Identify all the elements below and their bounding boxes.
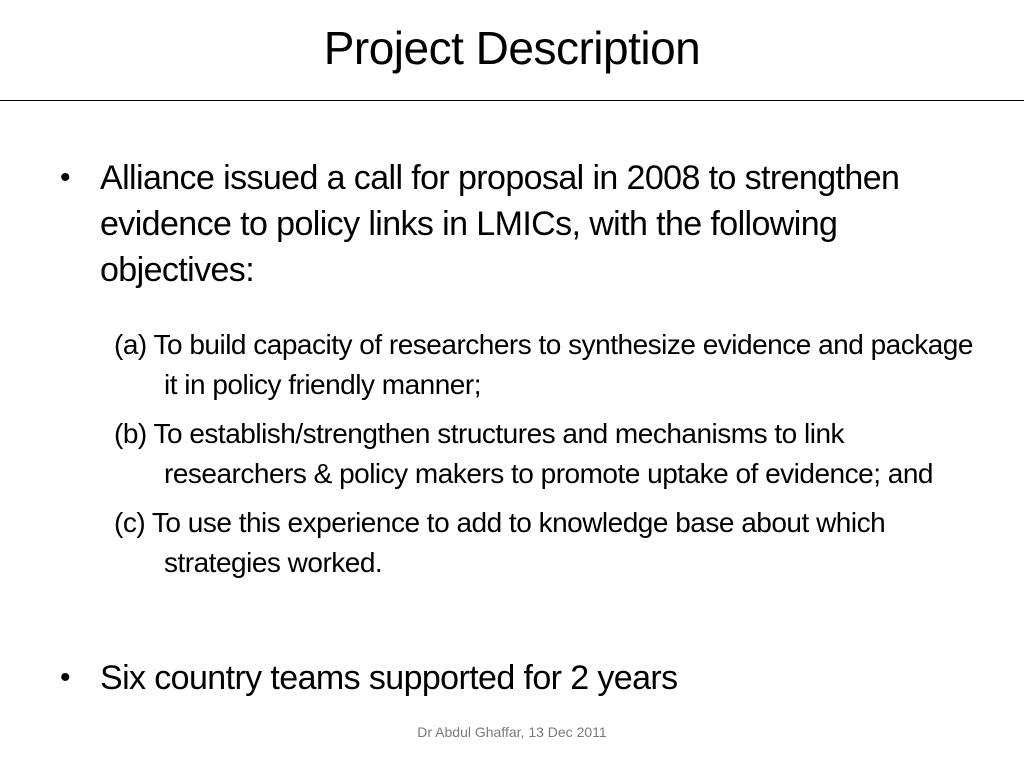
objectives-list	[114, 325, 974, 592]
title-divider	[0, 100, 1024, 101]
slide-title: Project Description	[323, 22, 701, 74]
bullet-marker: •	[60, 661, 70, 694]
objective-b: (b) To establish/strengthen structures and mechanisms to link researchers & policy makers to promote uptake of evidence; and	[114, 418, 933, 489]
objective-a: (a) To build capacity of researchers to synthesize evidence and package it in policy friendly manner;	[114, 329, 973, 400]
bullet-call-for-proposal	[60, 155, 960, 293]
bullet-text: Six country teams supported for 2 years	[100, 659, 678, 697]
slide-footer: Dr Abdul Ghaffar, 13 Dec 2011	[417, 724, 607, 740]
objective-c: (c) To use this experience to add to knowledge base about which strategies worked.	[114, 507, 886, 578]
bullet-text: Alliance issued a call for proposal in 2008 to strengthen evidence to policy links in LMICs, with the following objectives:	[100, 159, 900, 289]
bullet-country-teams	[60, 655, 960, 701]
bullet-marker: •	[60, 161, 70, 194]
